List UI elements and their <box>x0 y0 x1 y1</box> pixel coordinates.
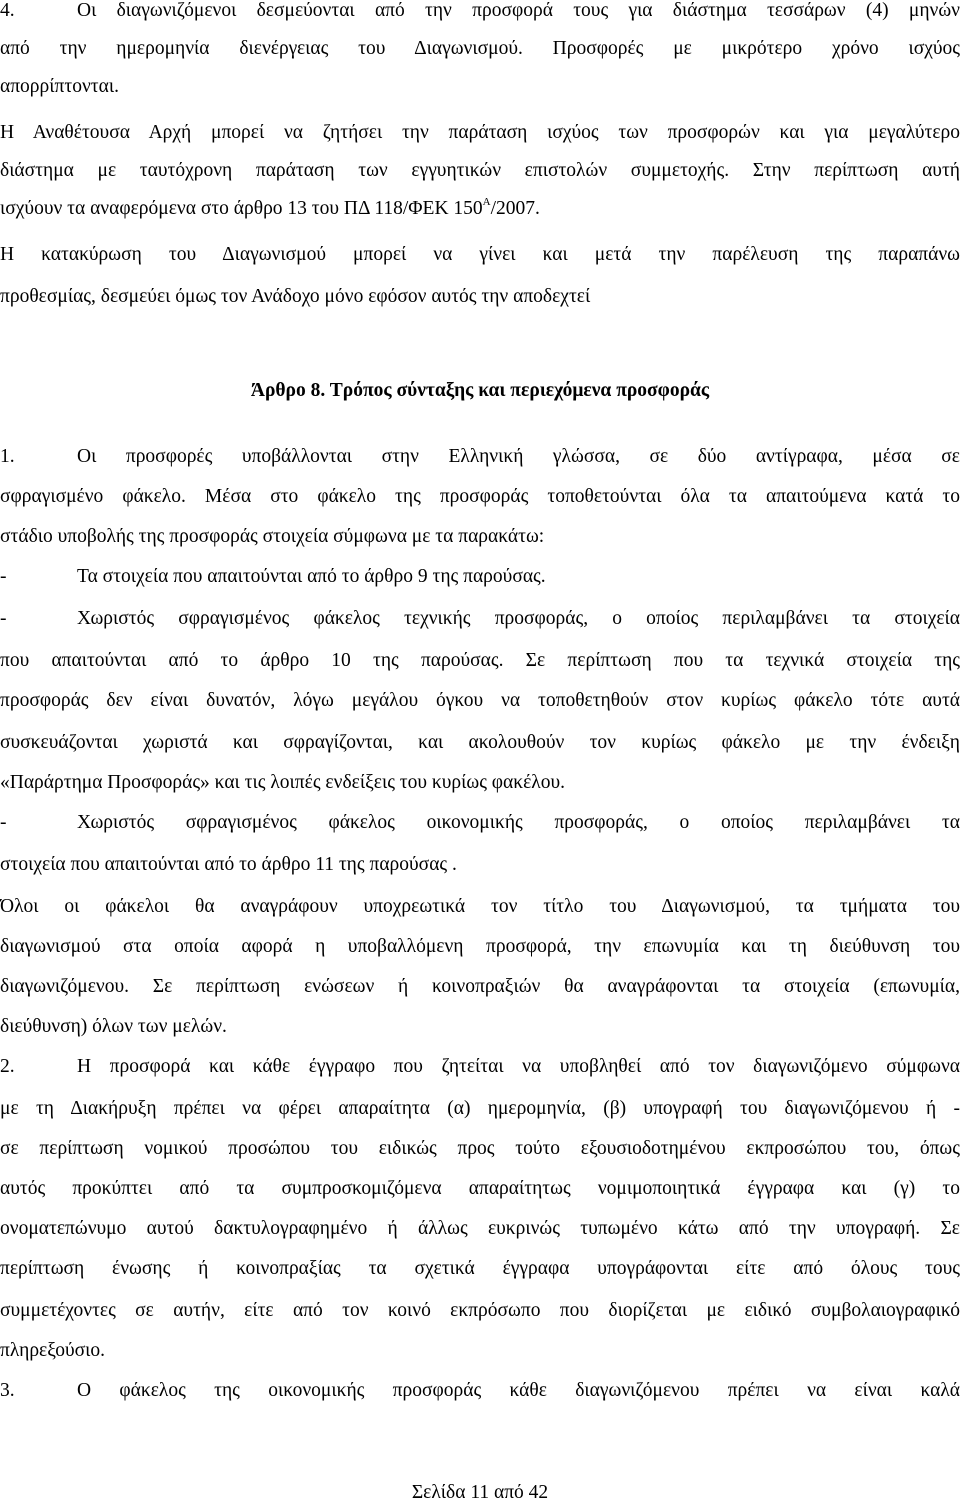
paragraph-4-line-3: απορρίπτονται. <box>0 76 119 97</box>
paragraph-2-line-5: ονοματεπώνυμο αυτού δακτυλογραφημένο ή άλλως ευκρινώς τυπωμένο κάτω από την υπογραφή. Σε <box>0 1218 960 1239</box>
text: Η προσφορά και κάθε έγγραφο που ζητείται να υποβληθεί από τον διαγωνιζόμενο σύμφωνα <box>77 1056 960 1077</box>
list-item-2-line-5: «Παράρτημα Προσφοράς» και τις λοιπές ενδείξεις του κυρίως φακέλου. <box>0 772 566 793</box>
text: Οι προσφορές υποβάλλονται στην Ελληνική γλώσσα, σε δύο αντίγραφα, μέσα σε <box>77 446 960 467</box>
paragraph-extension-line-1: Η Αναθέτουσα Αρχή μπορεί να ζητήσει την παράταση ισχύος των προσφορών και για μεγαλύτερο <box>0 122 960 143</box>
paragraph-envelopes-line-4: διεύθυνση) όλων των μελών. <box>0 1016 227 1037</box>
paragraph-award-line-2: προθεσμίας, δεσμεύει όμως τον Ανάδοχο μόνο εφόσον αυτός την αποδεχτεί <box>0 286 591 307</box>
list-item-2-line-4: συσκευάζονται χωριστά και σφραγίζονται, και ακολουθούν τον κυρίως φάκελο με την ένδειξη <box>0 732 960 753</box>
paragraph-2-line-2: με τη Διακήρυξη πρέπει να φέρει απαραίτητα (α) ημερομηνία, (β) υπογραφή του διαγωνιζόμενου ή - <box>0 1098 960 1119</box>
paragraph-4-line-1 <box>0 0 960 24</box>
text: Ο φάκελος της οικονομικής προσφοράς κάθε διαγωνιζόμενου πρέπει να είναι καλά <box>77 1380 960 1401</box>
paragraph-2-line-3: σε περίπτωση νομικού προσώπου του ειδικώς προς τούτο εξουσιοδοτημένου εκπροσώπου του, όπως <box>0 1138 960 1159</box>
dash: - <box>0 812 7 833</box>
paragraph-extension-line-3 <box>0 196 960 222</box>
paragraph-4-line-2: από την ημερομηνία διενέργειας του Διαγωνισμού. Προσφορές με μικρότερο χρόνο ισχύος <box>0 38 960 59</box>
paragraph-1-line-2: σφραγισμένο φάκελο. Μέσα στο φάκελο της προσφοράς τοποθετούνται όλα τα απαιτούμενα κατά το <box>0 486 960 507</box>
paragraph-2-line-1 <box>0 1054 960 1080</box>
text: ισχύουν τα αναφερόμενα στο άρθρο 13 του ΠΔ 118/ΦΕΚ 150 <box>0 198 483 219</box>
text: /2007. <box>490 198 540 219</box>
paragraph-2-line-6: περίπτωση ένωσης ή κοινοπραξίας τα σχετικά έγγραφα υπογράφονται είτε από όλους τους <box>0 1258 960 1279</box>
article-8-heading: Άρθρο 8. Τρόπος σύνταξης και περιεχόμενα προσφοράς <box>250 380 710 401</box>
paragraph-envelopes-line-1: Όλοι οι φάκελοι θα αναγράφουν υποχρεωτικά τον τίτλο του Διαγωνισμού, τα τμήματα του <box>0 896 960 917</box>
text: Χωριστός σφραγισμένος φάκελος οικονομικής προσφοράς, ο οποίος περιλαμβάνει τα <box>77 812 960 833</box>
paragraph-award-line-1: Η κατακύρωση του Διαγωνισμού μπορεί να γίνει και μετά την παρέλευση της παραπάνω <box>0 244 960 265</box>
paragraph-3-line-1 <box>0 1378 960 1404</box>
dash: - <box>0 566 7 587</box>
paragraph-extension-line-2: διάστημα με ταυτόχρονη παράταση των εγγυητικών επιστολών συμμετοχής. Στην περίπτωση αυτή <box>0 160 960 181</box>
page-footer: Σελίδα 11 από 42 <box>411 1482 549 1503</box>
paragraph-envelopes-line-3: διαγωνιζόμενου. Σε περίπτωση ενώσεων ή κοινοπραξιών θα αναγράφονται τα στοιχεία (επωνυμία, <box>0 976 960 997</box>
paragraph-envelopes-line-2: διαγωνισμού στα οποία αφορά η υποβαλλόμενη προσφορά, την επωνυμία και τη διεύθυνση του <box>0 936 960 957</box>
item-number: 2. <box>0 1056 15 1077</box>
list-item-2-line-2: που απαιτούνται από το άρθρο 10 της παρούσας. Σε περίπτωση που τα τεχνικά στοιχεία της <box>0 650 960 671</box>
list-item-3-line-1 <box>0 810 960 836</box>
text: Τα στοιχεία που απαιτούνται από το άρθρο 9 της παρούσας. <box>77 566 546 587</box>
paragraph-2-line-4: αυτός προκύπτει από τα συμπροσκομιζόμενα απαραίτητως νομιμοποιητικά έγγραφα και (γ) το <box>0 1178 960 1199</box>
paragraph-2-line-8: πληρεξούσιο. <box>0 1340 106 1361</box>
item-number: 3. <box>0 1380 15 1401</box>
text: Χωριστός σφραγισμένος φάκελος τεχνικής προσφοράς, ο οποίος περιλαμβάνει τα στοιχεία <box>77 608 960 629</box>
paragraph-2-line-7: συμμετέχοντες σε αυτήν, είτε από τον κοινό εκπρόσωπο που διορίζεται με ειδικό συμβολαιογραφικό <box>0 1300 960 1321</box>
dash: - <box>0 608 7 629</box>
list-item-2-line-1 <box>0 606 960 632</box>
list-item-2-line-3: προσφοράς δεν είναι δυνατόν, λόγω μεγάλου όγκου να τοποθετηθούν στον κυρίως φάκελο τότε αυτά <box>0 690 960 711</box>
item-number: 1. <box>0 446 15 467</box>
text: Οι διαγωνιζόμενοι δεσμεύονται από την προσφορά τους για διάστημα τεσσάρων (4) μηνών <box>77 0 960 21</box>
paragraph-1-line-1 <box>0 444 960 470</box>
paragraph-1-line-3: στάδιο υποβολής της προσφοράς στοιχεία σύμφωνα με τα παρακάτω: <box>0 526 545 547</box>
item-number: 4. <box>0 0 15 21</box>
superscript: Α <box>482 196 491 208</box>
list-item-1 <box>0 564 960 590</box>
list-item-3-line-2: στοιχεία που απαιτούνται από το άρθρο 11 της παρούσας . <box>0 854 457 875</box>
